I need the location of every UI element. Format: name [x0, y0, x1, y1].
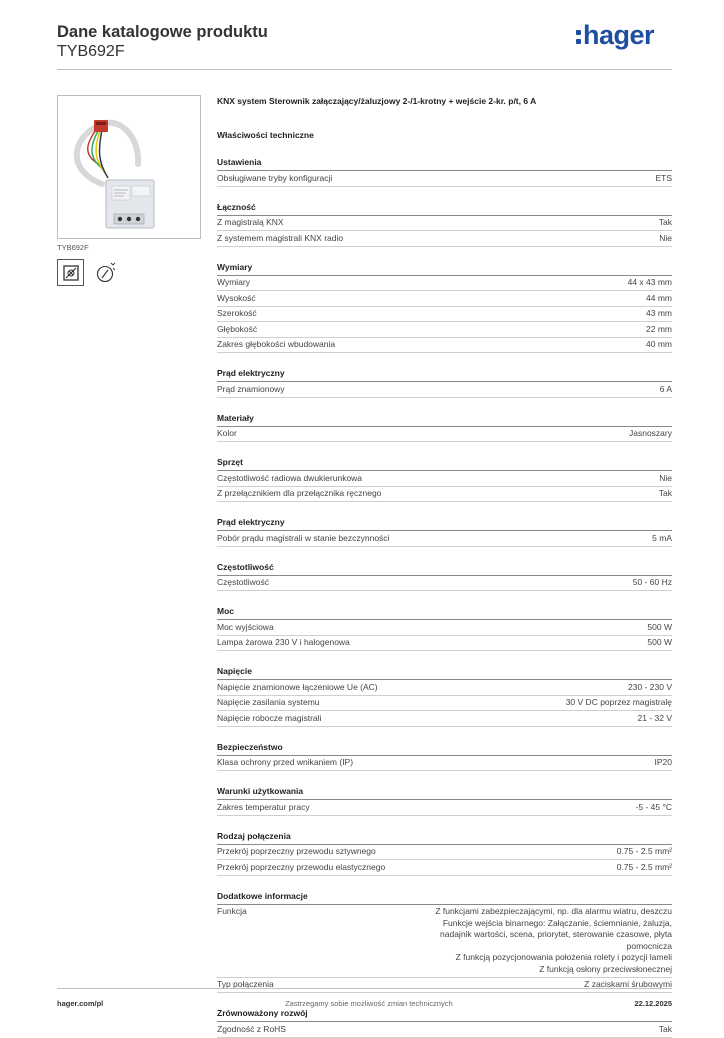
spec-label: Napięcie robocze magistrali [217, 712, 322, 723]
spec-label: Wysokość [217, 292, 256, 303]
spec-label: Obsługiwane tryby konfiguracji [217, 172, 333, 183]
spec-row [217, 756, 672, 772]
spec-row [217, 845, 672, 861]
logo-text: hager [582, 20, 654, 50]
spec-label: Napięcie zasilania systemu [217, 697, 320, 707]
spec-label: Zgodność z RoHS [217, 1023, 286, 1034]
section-title: Moc [217, 606, 672, 620]
spec-label: Z magistralą KNX [217, 217, 284, 227]
spec-value: 500 W [647, 621, 672, 632]
spec-row [217, 800, 672, 816]
spec-label: Głębokość [217, 323, 258, 334]
spec-label: Przekrój poprzeczny przewodu elastycznego [217, 861, 386, 872]
spec-row [217, 905, 672, 978]
spec-row [217, 382, 672, 398]
spec-label: Częstotliwość [217, 577, 269, 587]
section-title: Materiały [217, 413, 672, 427]
spec-value: 50 - 60 Hz [632, 577, 672, 587]
spec-row [217, 291, 672, 307]
spec-row [217, 636, 672, 652]
spec-row [217, 1022, 672, 1038]
section-title: Prąd elektryczny [217, 368, 672, 382]
section-title: Dodatkowe informacje [217, 891, 672, 905]
spec-value: 6 A [659, 383, 672, 394]
spec-section [217, 368, 672, 398]
spec-row [217, 711, 672, 727]
spec-value: -5 - 45 °C [635, 801, 672, 812]
spec-label: Zakres temperatur pracy [217, 801, 310, 812]
spec-row [217, 338, 672, 354]
product-sidebar [57, 95, 201, 286]
spec-row [217, 231, 672, 247]
product-image [57, 95, 201, 239]
spec-value: 500 W [647, 637, 672, 647]
spec-label: Z przełącznikiem dla przełącznika ręcznego [217, 488, 382, 498]
spec-value: 22 mm [646, 323, 672, 334]
section-title: Napięcie [217, 666, 672, 680]
spec-section [217, 1008, 672, 1038]
spec-label: Prąd znamionowy [217, 383, 285, 394]
spec-row [217, 680, 672, 696]
spec-section [217, 666, 672, 727]
spec-section [217, 157, 672, 187]
section-title: Ustawienia [217, 157, 672, 171]
product-image-caption: TYB692F [57, 243, 89, 252]
spec-label: Kolor [217, 428, 237, 438]
spec-label: Szerokość [217, 308, 257, 318]
spec-value: Jasnoszary [629, 428, 672, 438]
tech-properties-title: Właściwości techniczne [217, 130, 314, 140]
spec-value: 44 x 43 mm [627, 277, 672, 287]
spec-section [217, 517, 672, 547]
spec-section [217, 457, 672, 502]
section-title: Sprzęt [217, 457, 672, 471]
spec-value: 43 mm [646, 308, 672, 318]
spec-section [217, 562, 672, 592]
spec-row [217, 276, 672, 292]
spec-section [217, 742, 672, 772]
spec-value: 21 - 32 V [637, 712, 672, 723]
page-title: Dane katalogowe produktu [57, 23, 268, 41]
spec-value: 230 - 230 V [628, 681, 672, 692]
power-consumption-icon [93, 259, 120, 286]
spec-value: Z funkcjami zabezpieczającymi, np. dla alarmu wiatru, deszczu Funkcje wejścia binarnego: Załączanie, ściemnianie, żaluzja, nadajnik wartości, scena, priorytet, sterowanie czasowe, płyta pomocnicza Z funkcją pozycjonowania położenia rolety i pozycji lameli Z funkcją osłony przeciwsłonecznej [435, 906, 672, 974]
page-header [57, 22, 672, 70]
page-footer [57, 988, 672, 1008]
section-title: Prąd elektryczny [217, 517, 672, 531]
spec-label: Typ połączenia [217, 979, 274, 989]
spec-value: 0.75 - 2.5 mm² [616, 846, 672, 856]
section-title: Wymiary [217, 262, 672, 276]
spec-row [217, 171, 672, 187]
ip-protection-icon [57, 259, 84, 286]
spec-label: Lampa żarowa 230 V i halogenowa [217, 637, 350, 647]
spec-section [217, 202, 672, 247]
spec-label: Funkcja [217, 906, 247, 916]
spec-row [217, 620, 672, 636]
spec-sections [217, 157, 672, 1038]
spec-value: 44 mm [646, 292, 672, 303]
spec-value: Nie [659, 232, 672, 243]
spec-row [217, 471, 672, 487]
spec-row [217, 487, 672, 503]
spec-label: Napięcie znamionowe łączeniowe Ue (AC) [217, 681, 378, 692]
spec-row [217, 216, 672, 232]
page-subtitle: TYB692F [57, 43, 125, 60]
spec-row [217, 307, 672, 323]
spec-value: IP20 [654, 757, 672, 767]
spec-section [217, 786, 672, 816]
spec-label: Klasa ochrony przed wnikaniem (IP) [217, 757, 354, 767]
spec-value: Nie [659, 472, 672, 483]
spec-value: ETS [655, 172, 672, 183]
spec-row [217, 576, 672, 592]
section-title: Zrównoważony rozwój [217, 1008, 672, 1022]
spec-row [217, 427, 672, 443]
spec-section [217, 413, 672, 443]
section-title: Warunki użytkowania [217, 786, 672, 800]
section-title: Bezpieczeństwo [217, 742, 672, 756]
spec-row [217, 322, 672, 338]
spec-value: 0.75 - 2.5 mm² [616, 861, 672, 872]
spec-row [217, 860, 672, 876]
spec-label: Moc wyjściowa [217, 621, 274, 632]
spec-value: 30 V DC poprzez magistralę [565, 697, 672, 707]
spec-value: Tak [658, 488, 672, 498]
section-title: Częstotliwość [217, 562, 672, 576]
logo-colon-icon [576, 30, 581, 44]
footer-website-link[interactable]: hager.com/pl [57, 999, 104, 1008]
spec-row [217, 696, 672, 712]
spec-label: Przekrój poprzeczny przewodu sztywnego [217, 846, 376, 856]
spec-section [217, 831, 672, 876]
spec-value: 5 mA [652, 532, 672, 543]
spec-label: Zakres głębokości wbudowania [217, 339, 336, 349]
spec-label: Wymiary [217, 277, 250, 287]
footer-disclaimer: Zastrzegamy sobie możliwość zmian technicznych [285, 999, 453, 1008]
footer-date: 22.12.2025 [634, 999, 672, 1008]
spec-value: 40 mm [646, 339, 672, 349]
spec-section [217, 262, 672, 354]
spec-row [217, 531, 672, 547]
spec-value: Z zaciskami śrubowymi [584, 979, 672, 989]
spec-label: Częstotliwość radiowa dwukierunkowa [217, 472, 363, 483]
product-icons [57, 259, 201, 286]
spec-label: Pobór prądu magistrali w stanie bezczynności [217, 532, 390, 543]
spec-section [217, 891, 672, 994]
spec-value: Tak [658, 1023, 672, 1034]
spec-value: Tak [658, 217, 672, 227]
section-title: Łączność [217, 202, 672, 216]
product-name: KNX system Sterownik załączający/żaluzjowy 2-/1-krotny + wejście 2-kr. p/t, 6 A [217, 96, 537, 106]
spec-section [217, 606, 672, 651]
product-details [217, 96, 672, 1038]
spec-label: Z systemem magistrali KNX radio [217, 232, 344, 243]
section-title: Rodzaj połączenia [217, 831, 672, 845]
hager-logo[interactable] [576, 20, 654, 50]
